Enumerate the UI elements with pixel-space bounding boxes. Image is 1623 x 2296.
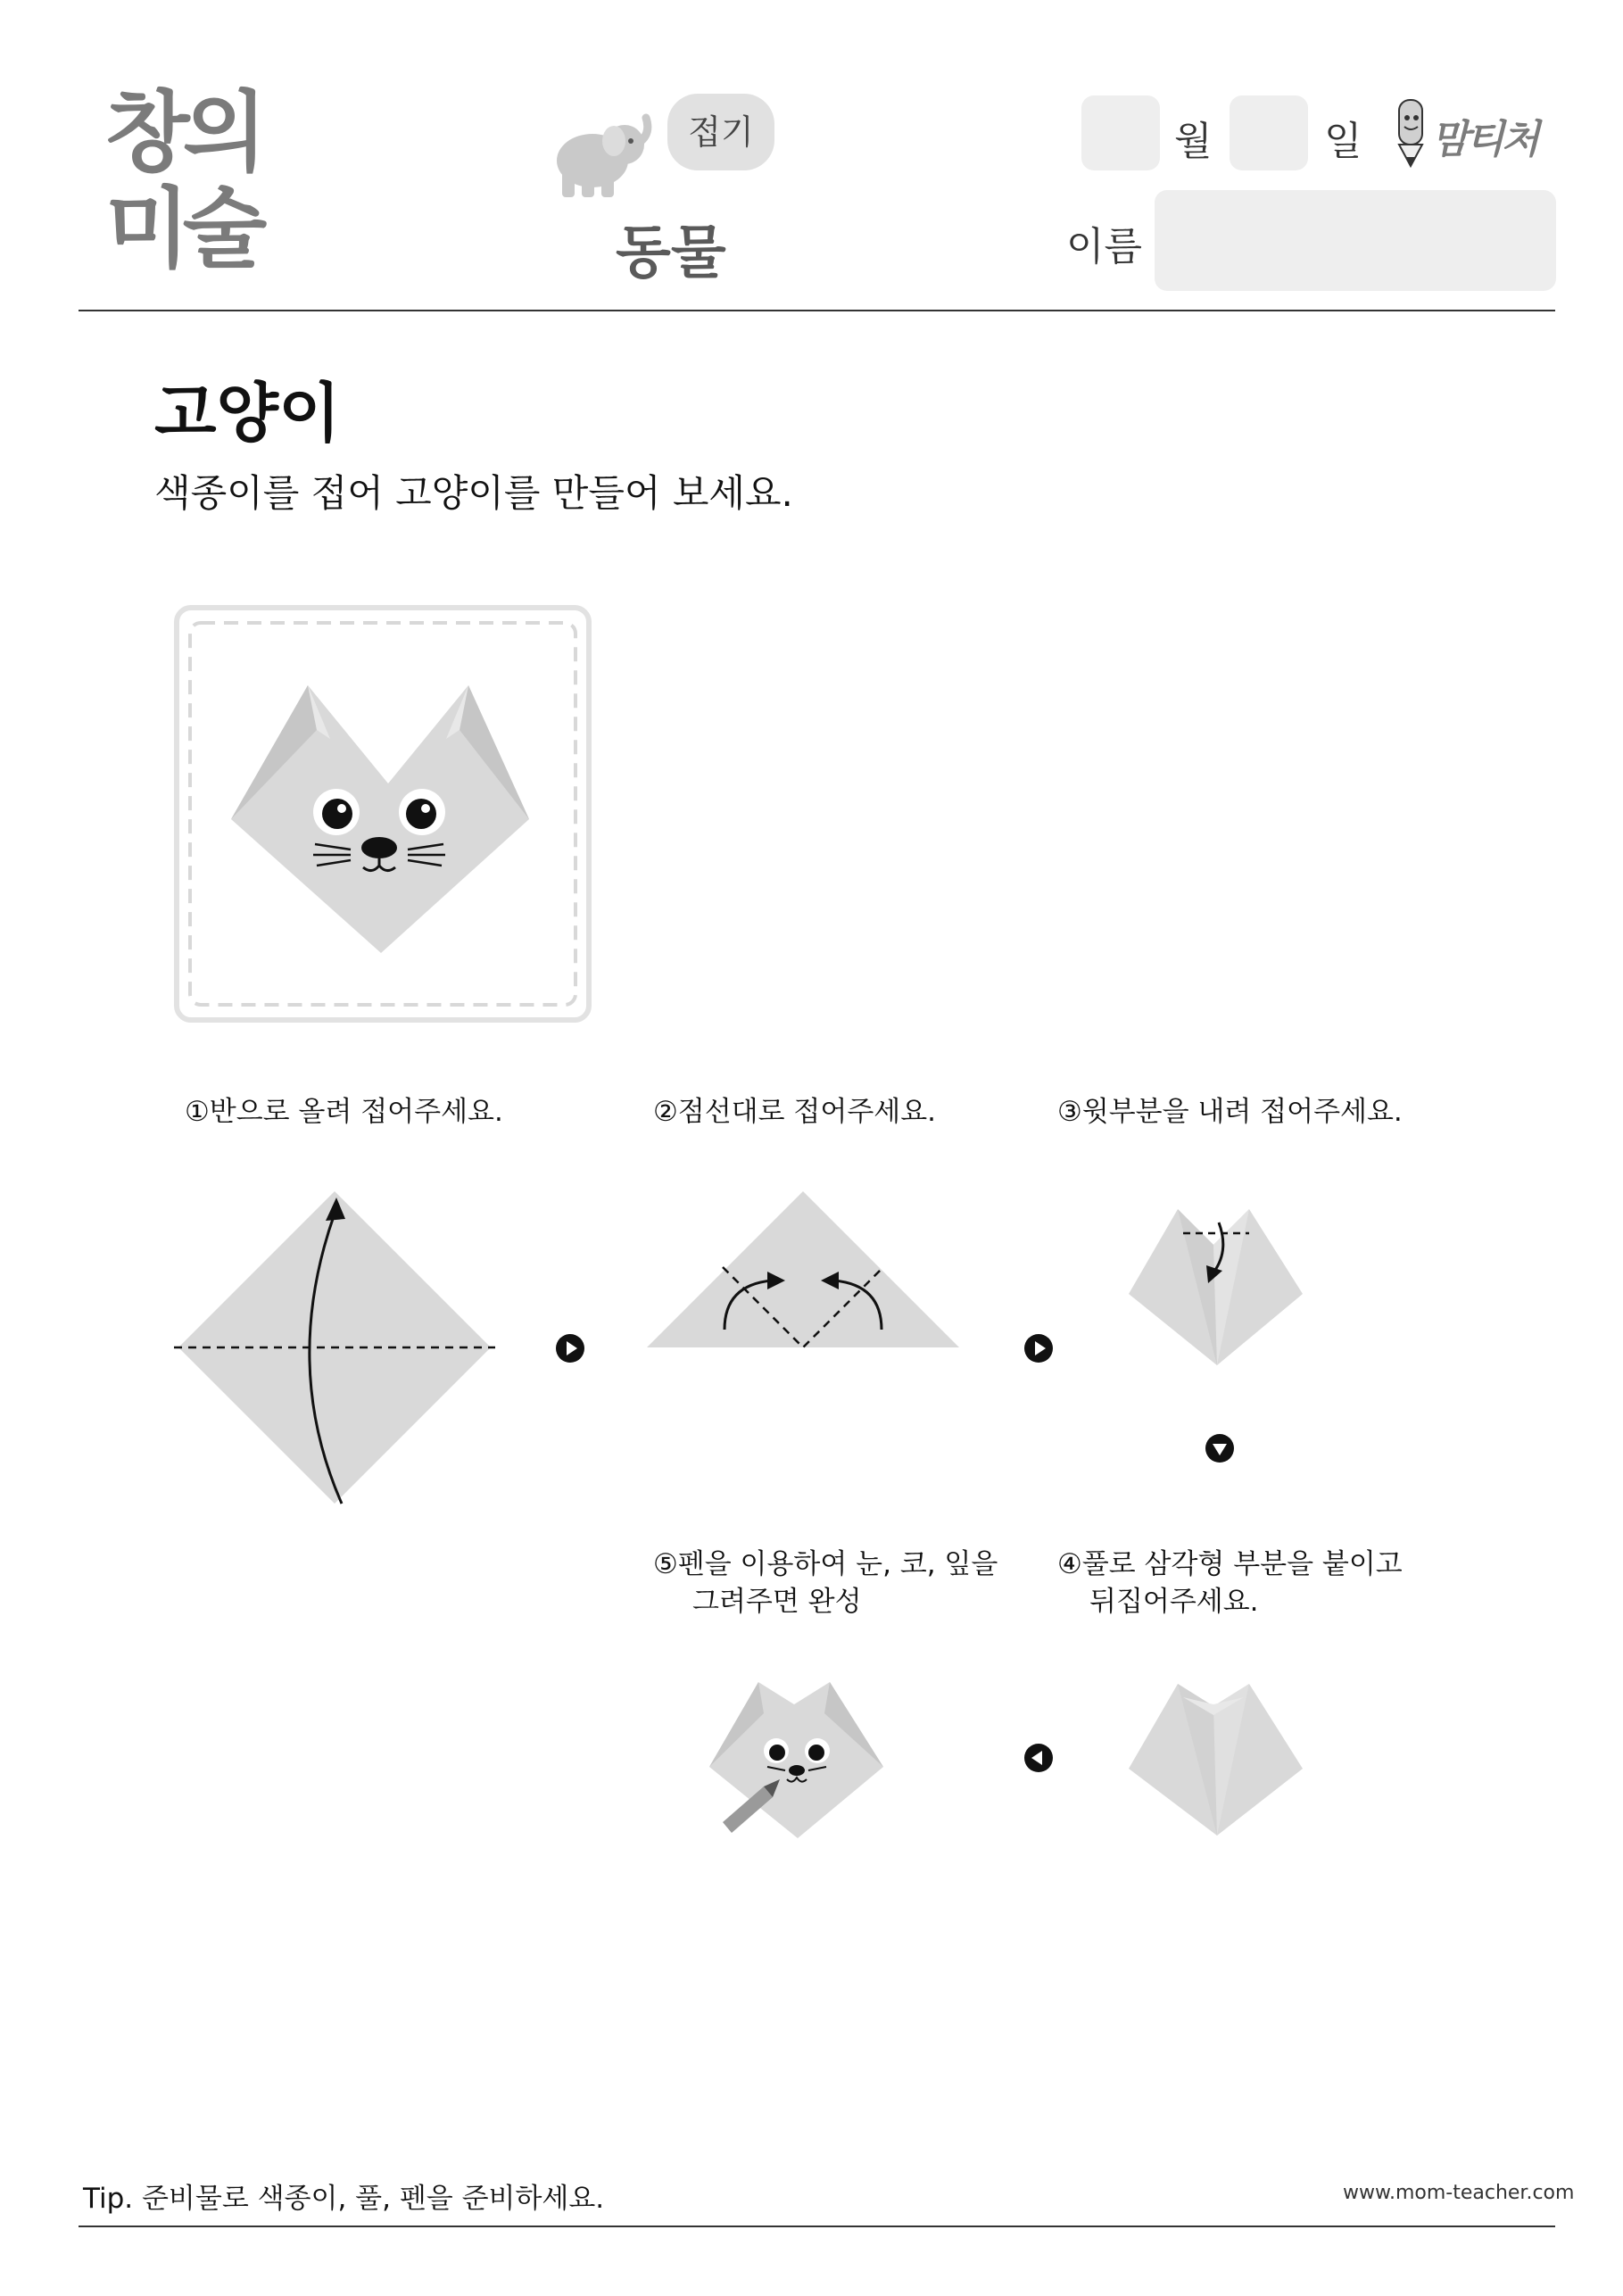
month-label: 월 (1174, 119, 1213, 164)
brand-text: 맘티처 (1431, 117, 1537, 162)
instruction-text: 색종이를 접어 고양이를 만들어 보세요. (154, 471, 793, 515)
page-title: 고양이 (154, 376, 341, 451)
step-5-diagram (705, 1669, 892, 1847)
day-label: 일 (1324, 119, 1362, 164)
step-4-label-line2: 뒤집어주세요. (1089, 1586, 1259, 1618)
step-5-label-line1: ⑤펜을 이용하여 눈, 코, 잎을 (653, 1548, 998, 1580)
step-3-diagram (1124, 1196, 1312, 1374)
category-tag: 접기 (667, 94, 774, 170)
step-4-diagram (1124, 1670, 1312, 1840)
step-2-label: ②점선대로 접어주세요. (653, 1096, 937, 1128)
step-5-label (653, 1546, 998, 1620)
logo-line1: 창의 (105, 82, 261, 184)
next-arrow-icon (555, 1333, 585, 1364)
brand-logo (1388, 96, 1553, 173)
name-label: 이름 (1066, 224, 1143, 269)
next-arrow-icon-2 (1023, 1333, 1054, 1364)
footer-divider (79, 2226, 1555, 2227)
month-input[interactable] (1081, 95, 1160, 170)
logo-line2: 미술 (105, 178, 261, 280)
step-5-label-line2: 그려주면 완성 (692, 1586, 862, 1618)
finished-cat-card (174, 605, 593, 1024)
step-1-label: ①반으로 올려 접어주세요. (185, 1096, 503, 1128)
category-title: 동물 (616, 220, 726, 286)
prev-arrow-icon (1023, 1743, 1054, 1773)
pencil-mascot-icon (1388, 96, 1433, 173)
name-input[interactable] (1155, 190, 1556, 291)
step-1-diagram (174, 1187, 495, 1508)
step-3-label: ③윗부분을 내려 접어주세요. (1057, 1096, 1403, 1128)
logo (105, 82, 284, 290)
tip-text: Tip. 준비물로 색종이, 풀, 펜을 준비하세요. (83, 2183, 605, 2215)
step-4-label-line1: ④풀로 삼각형 부분을 붙이고 (1057, 1548, 1403, 1580)
elephant-icon (546, 107, 653, 201)
step-2-diagram (642, 1187, 964, 1365)
header-divider (79, 310, 1555, 311)
down-arrow-icon (1205, 1433, 1235, 1463)
site-url[interactable]: www.mom-teacher.com (1343, 2182, 1575, 2204)
day-input[interactable] (1230, 95, 1308, 170)
step-4-label (1057, 1546, 1403, 1620)
